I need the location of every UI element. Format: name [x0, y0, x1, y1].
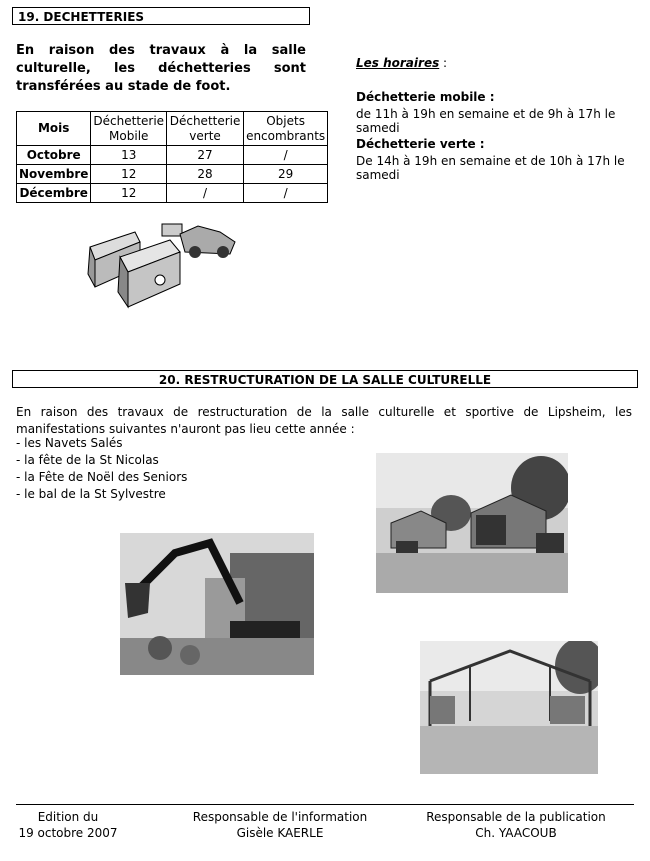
section-20-title: 20. RESTRUCTURATION DE LA SALLE CULTURELLE [12, 370, 638, 388]
table-cell: / [244, 146, 328, 165]
horaires-colon: : [439, 56, 448, 70]
info-name: Gisèle KAERLE [236, 826, 324, 840]
verte-hours: De 14h à 19h en semaine et de 10h à 17h le samedi [356, 154, 625, 182]
table-row [17, 184, 328, 203]
table-cell-month: Novembre [17, 165, 91, 184]
section-20-intro: En raison des travaux de restructuration de la salle culturelle et sportive de Lipsheim, les manifestations suivantes n'auront pas lieu cette année : [16, 405, 632, 436]
info-label: Responsable de l'information [192, 810, 368, 824]
table-cell: 12 [91, 184, 167, 203]
dumpster-illustration [80, 212, 240, 312]
table-header-mobile: Déchetterie Mobile [91, 112, 167, 146]
table-cell: 12 [91, 165, 167, 184]
list-item: - la Fête de Noël des Seniors [16, 470, 188, 484]
list-item: - la fête de la St Nicolas [16, 453, 159, 467]
table-cell-month: Octobre [17, 146, 91, 165]
footer-edition [18, 809, 118, 841]
horaires-label: Les horaires [356, 56, 440, 70]
horaires-heading [356, 56, 447, 70]
verte-title: Déchetterie verte : [356, 137, 485, 151]
pub-name: Ch. YAACOUB [475, 826, 557, 840]
building-photo-1 [376, 453, 568, 593]
table-cell: / [167, 184, 244, 203]
table-cell: 28 [167, 165, 244, 184]
table-header-mois: Mois [17, 112, 91, 146]
table-row [17, 165, 328, 184]
table-header-verte: Déchetterie verte [167, 112, 244, 146]
edition-label: Edition du [37, 810, 99, 824]
table-cell: 27 [167, 146, 244, 165]
table-header-encombrants: Objets encombrants [244, 112, 328, 146]
list-item: - le bal de la St Sylvestre [16, 487, 166, 501]
table-cell: 29 [244, 165, 328, 184]
excavator-photo [120, 533, 314, 675]
table-cell: / [244, 184, 328, 203]
table-cell: 13 [91, 146, 167, 165]
dechetterie-table [16, 111, 328, 203]
cancelled-events-list [16, 435, 187, 503]
footer-publication [418, 809, 614, 841]
section-19-intro: En raison des travaux à la salle culturelle, les déchetteries sont transférées au stade de foot. [16, 43, 306, 94]
footer-divider [16, 804, 634, 805]
pub-label: Responsable de la publication [426, 810, 606, 824]
table-cell-month: Décembre [17, 184, 91, 203]
edition-date: 19 octobre 2007 [18, 826, 118, 840]
table-row [17, 146, 328, 165]
mobile-title: Déchetterie mobile : [356, 90, 495, 104]
mobile-hours: de 11h à 19h en semaine et de 9h à 17h le samedi [356, 107, 616, 135]
section-19-title: 19. DECHETTERIES [12, 7, 310, 25]
table-header-row [17, 112, 328, 146]
frame-structure-photo [420, 641, 598, 774]
footer-info [190, 809, 370, 841]
list-item: - les Navets Salés [16, 436, 123, 450]
